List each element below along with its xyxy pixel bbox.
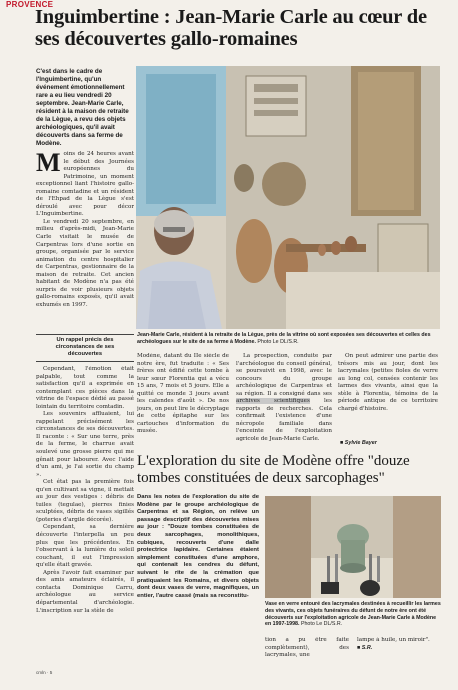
article-column-2 <box>137 353 229 448</box>
photo-glass-vase <box>265 496 441 598</box>
box-rule-bottom <box>36 361 134 362</box>
headline: Inguimbertine : Jean-Marie Carle au cœur de ses découvertes gallo-romaines <box>35 6 427 50</box>
paragraph: On peut admirer une partie des trésors mis au jour, dont les lacrymales (petites fioles de verre au long col, censées contenir les larmes des vivants, ainsi que la stèle à Florentia, témoins de la période antique de ce territoire chargé d'histoire. <box>338 353 438 412</box>
photo-caption-2 <box>265 601 441 628</box>
paragraph: tion a pu être faite complètement), des lacrymales, une <box>265 637 349 657</box>
article-column-3 <box>236 353 332 448</box>
box-rule-top <box>36 334 134 335</box>
paragraph: Cet état pas la première fois qu'en cultivant sa vigne, il mettait au jour des vestiges : débris de tuiles (tegulae), pierres finies sculptées, débris de vases sigillés (poteries d'argile décorée). <box>36 479 134 523</box>
paragraph: Cependant, l'émotion était palpable, tout comme la satisfaction qu'il a exprimée en contemplant ces pièces dans la vitrine de l'espace dédié au passé lointain du territoire comtadin. <box>36 366 134 410</box>
paragraph: Modène, datant du IIe siècle de notre ère, fut traduite : « Ses frères ont édifié cette tombe à leur sœur Florentia qui a vécu 15 ans, 7 mois et 5 jours. Elle a quitté ce monde 3 jours avant les calendes d'août ». De nos jours, on peut lire le décryptage de cette épitaphe sur les cartouches d'information du musée. <box>137 353 229 435</box>
paragraph: Après l'avoir fait examiner par des amis amateurs éclairés, il contacta Dominique Carru, archéologue au service départemental d'archéologie. L'inscription sur la stèle de <box>36 569 134 614</box>
sub-article-tail-2 <box>357 637 441 657</box>
photo-museum-display-image <box>136 66 440 329</box>
sub-article-tail-1 <box>265 637 349 657</box>
paragraph <box>236 353 332 444</box>
paragraph: lampe à huile, un miroir". <box>357 637 430 643</box>
page-footer: cmln · 5 <box>36 670 53 675</box>
intro-paragraph: C'est dans le cadre de l'Inguimbertine, qu'un événement émotionnellement rare a eu lieu vendredi 20 septembre. Jean-Marie Carle, résident à la maison de retraite de la Lègue, a revu des objets archéologiques, qu'il avait découverts dans sa ferme de Modène. <box>36 68 129 147</box>
byline: ■ Sylvie Bayer <box>340 440 377 446</box>
article-column-1-lower <box>36 366 134 662</box>
subhead: L'exploration du site de Modène offre "douze tombes constituées de deux sarcophages" <box>137 453 410 486</box>
byline: ■ S.R. <box>357 644 373 651</box>
sub-article-column <box>137 494 259 664</box>
paragraph-part: La prospection, conduite par l'archéologue du conseil général, se poursuivit en 1998, avec le concours du groupe archéologique de Carpentras et sa région. Il a consigné dans ses <box>236 353 332 397</box>
drop-cap: M <box>36 151 61 177</box>
caption-text: Jean-Marie Carle, résident à la retraite de la Lègue, près de la vitrine où sont exposées ses découvertes et celles des archéologues sur le site de sa ferme à Modène. <box>137 332 431 345</box>
section-kicker: PROVENCE <box>6 0 54 9</box>
photo-glass-vase-image <box>265 496 441 598</box>
paragraph: Cependant, sa dernière découverte l'interpella un peu plus que les précédentes. En l'observant à la lumière du soleil couchant, il eut l'impression qu'elle était gravée. <box>36 524 134 569</box>
highlighted-phrase: archives scientifiques <box>236 398 310 405</box>
photo-credit: Photo Le DL/S.R. <box>257 338 299 345</box>
paragraph: Dans les notes de l'exploration du site de Modène par le groupe archéologique de Carpentras et sa Région, on relève un passage descriptif des découvertes mises au jour : "Douze tombes constituées de deux sarcophages, monolithiques, cubiques, recouverts d'une dalle protectrice lapidaire. Certaines étaient simplement constituées d'une amphore, qui contenait les cendres du défunt, suivant le rite de la crémation que pratiquaient les Romains, et divers objets dont deux vases de verre, magnifiques, un entier, l'autre cassé (mais sa reconstitu- <box>137 494 259 599</box>
paragraph: Les souvenirs affluaient, lui rappelant précisément les circonstances de ses découvertes. Il raconte : « Sur une terre, près de la ferme, le charrue avait soulevé une grosse pierre qui me gênait pour labourer. Avec l'aide d'un ami, je l'ai sortie du champ ». <box>36 411 134 478</box>
byline-name: Sylvie Bayer <box>344 440 377 446</box>
paragraph-part: les rapports de recherches. Cela confirmait l'existence d'une nécropole familiale dans l'enceinte de l'exploitation agricole de Jean-Marie Carle. <box>236 398 332 443</box>
article-column-4 <box>338 353 438 439</box>
paragraph: Le vendredi 20 septembre, en milieu d'après-midi, Jean-Marie Carle visitait le musée de Carpentras lors d'une sortie en groupe, organisée par le service animation du centre hospitalier de Carpentras, gestionnaire de la maison de retraite. Cet ancien habitant de Modène n'a pas été surpris de voir plusieurs objets gallo-romains exposés, qu'il avait exhumés en 1997. <box>36 218 134 308</box>
photo-credit: Photo Le DL/S.R. <box>300 621 343 628</box>
paragraph: oins de 24 heures avant le début des Journées européennes du Patrimoine, un moment exceptionnel liant l'histoire gallo-romaine comtadine et un résident de l'Ehpad de la Lègue s'est déroulé avec pour décor L'Inguimbertine. <box>36 151 134 218</box>
photo-museum-display <box>136 66 440 329</box>
photo-caption-1 <box>137 332 437 346</box>
byline-name: S.R. <box>361 644 373 651</box>
caption-text: Vase en verre entouré des lacrymales destinées à recueillir les larmes des vivants, ces objets funéraires du défunt de notre ère ont été découverts sur l'exploitation agricole de Jean-Marie Carle à Modène en 1997-1998. <box>265 601 441 628</box>
box-title: Un rappel précis des circonstances de ses découvertes <box>55 337 115 358</box>
article-column-1 <box>36 151 134 329</box>
